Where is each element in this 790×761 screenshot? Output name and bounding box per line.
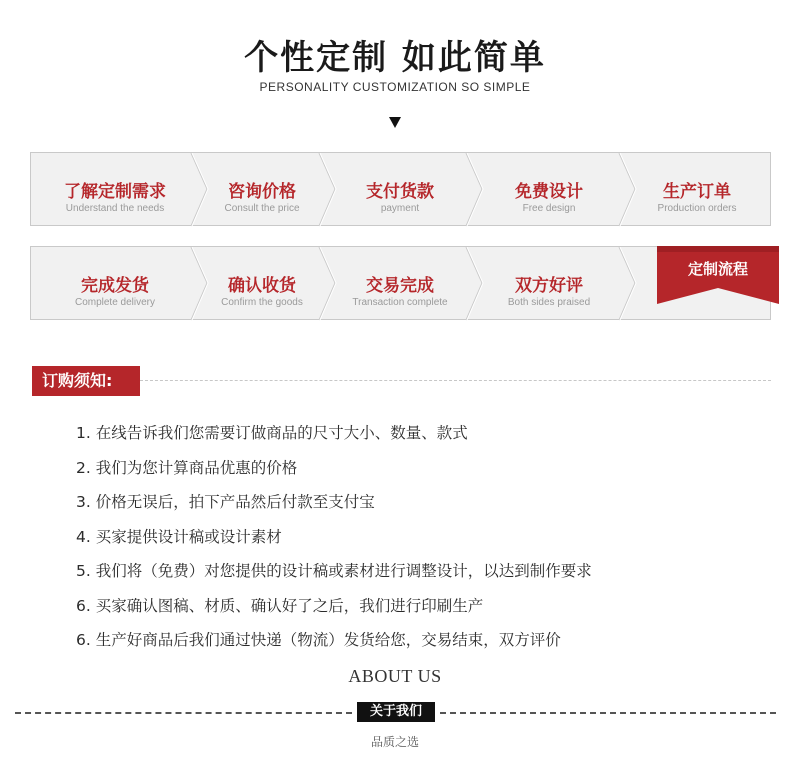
step-subtitle: Understand the needs (65, 203, 165, 214)
divider-left (15, 712, 352, 714)
order-notice-list (76, 420, 592, 662)
list-item: 1. 在线告诉我们您需要订做商品的尺寸大小、数量、款式 (76, 424, 468, 442)
step-subtitle: Production orders (657, 203, 737, 214)
step-subtitle: payment (380, 203, 420, 214)
process-row-2 (30, 246, 771, 320)
step-title: 完成发货 (81, 276, 149, 296)
step-title: 了解定制需求 (64, 182, 166, 202)
step-production-orders (627, 153, 767, 225)
step-title: 双方好评 (515, 276, 583, 296)
order-notice-label: 订购须知: (32, 366, 140, 396)
ribbon-label: 定制流程 (687, 260, 748, 278)
list-item: 5. 我们将（免费）对您提供的设计稿或素材进行调整设计，以达到制作要求 (76, 562, 592, 580)
step-subtitle: Confirm the goods (221, 297, 303, 308)
step-title: 交易完成 (366, 276, 434, 296)
list-item: 6. 买家确认图稿、材质、确认好了之后，我们进行印刷生产 (76, 596, 484, 615)
step-complete-delivery (31, 247, 199, 319)
step-subtitle: Consult the price (224, 203, 300, 214)
about-badge: 关于我们 (357, 702, 435, 722)
step-consult-price (199, 153, 325, 225)
down-arrow-icon (389, 117, 401, 128)
step-understand-needs (31, 153, 199, 225)
step-subtitle: Transaction complete (352, 297, 448, 308)
process-ribbon (657, 246, 779, 304)
step-title: 咨询价格 (228, 182, 296, 202)
step-subtitle: Both sides praised (507, 297, 591, 308)
step-title: 免费设计 (515, 182, 583, 202)
list-item: 2. 我们为您计算商品优惠的价格 (76, 458, 298, 477)
step-title: 支付货款 (366, 182, 434, 202)
step-title: 生产订单 (663, 182, 731, 202)
step-subtitle: Free design (522, 203, 576, 214)
quality-caption: 品质之选 (370, 735, 419, 749)
list-item: 4. 买家提供设计稿或设计素材 (76, 527, 282, 546)
step-subtitle: Complete delivery (74, 297, 156, 308)
step-transaction-complete (327, 247, 473, 319)
page-title: 个性定制 如此简单 (244, 38, 546, 78)
step-confirm-goods (199, 247, 325, 319)
step-both-praised (474, 247, 624, 319)
process-row-1 (30, 152, 771, 226)
list-item: 6. 生产好商品后我们通过快递（物流）发货给您，交易结束，双方评价 (76, 631, 561, 649)
list-item: 3. 价格无误后，拍下产品然后付款至支付宝 (76, 493, 375, 511)
step-title: 确认收货 (228, 276, 296, 296)
step-payment (327, 153, 473, 225)
page-subtitle: PERSONALITY CUSTOMIZATION SO SIMPLE (259, 80, 531, 94)
about-heading: ABOUT US (348, 666, 442, 686)
step-free-design (474, 153, 624, 225)
notice-divider (140, 380, 771, 381)
divider-right (440, 712, 776, 714)
